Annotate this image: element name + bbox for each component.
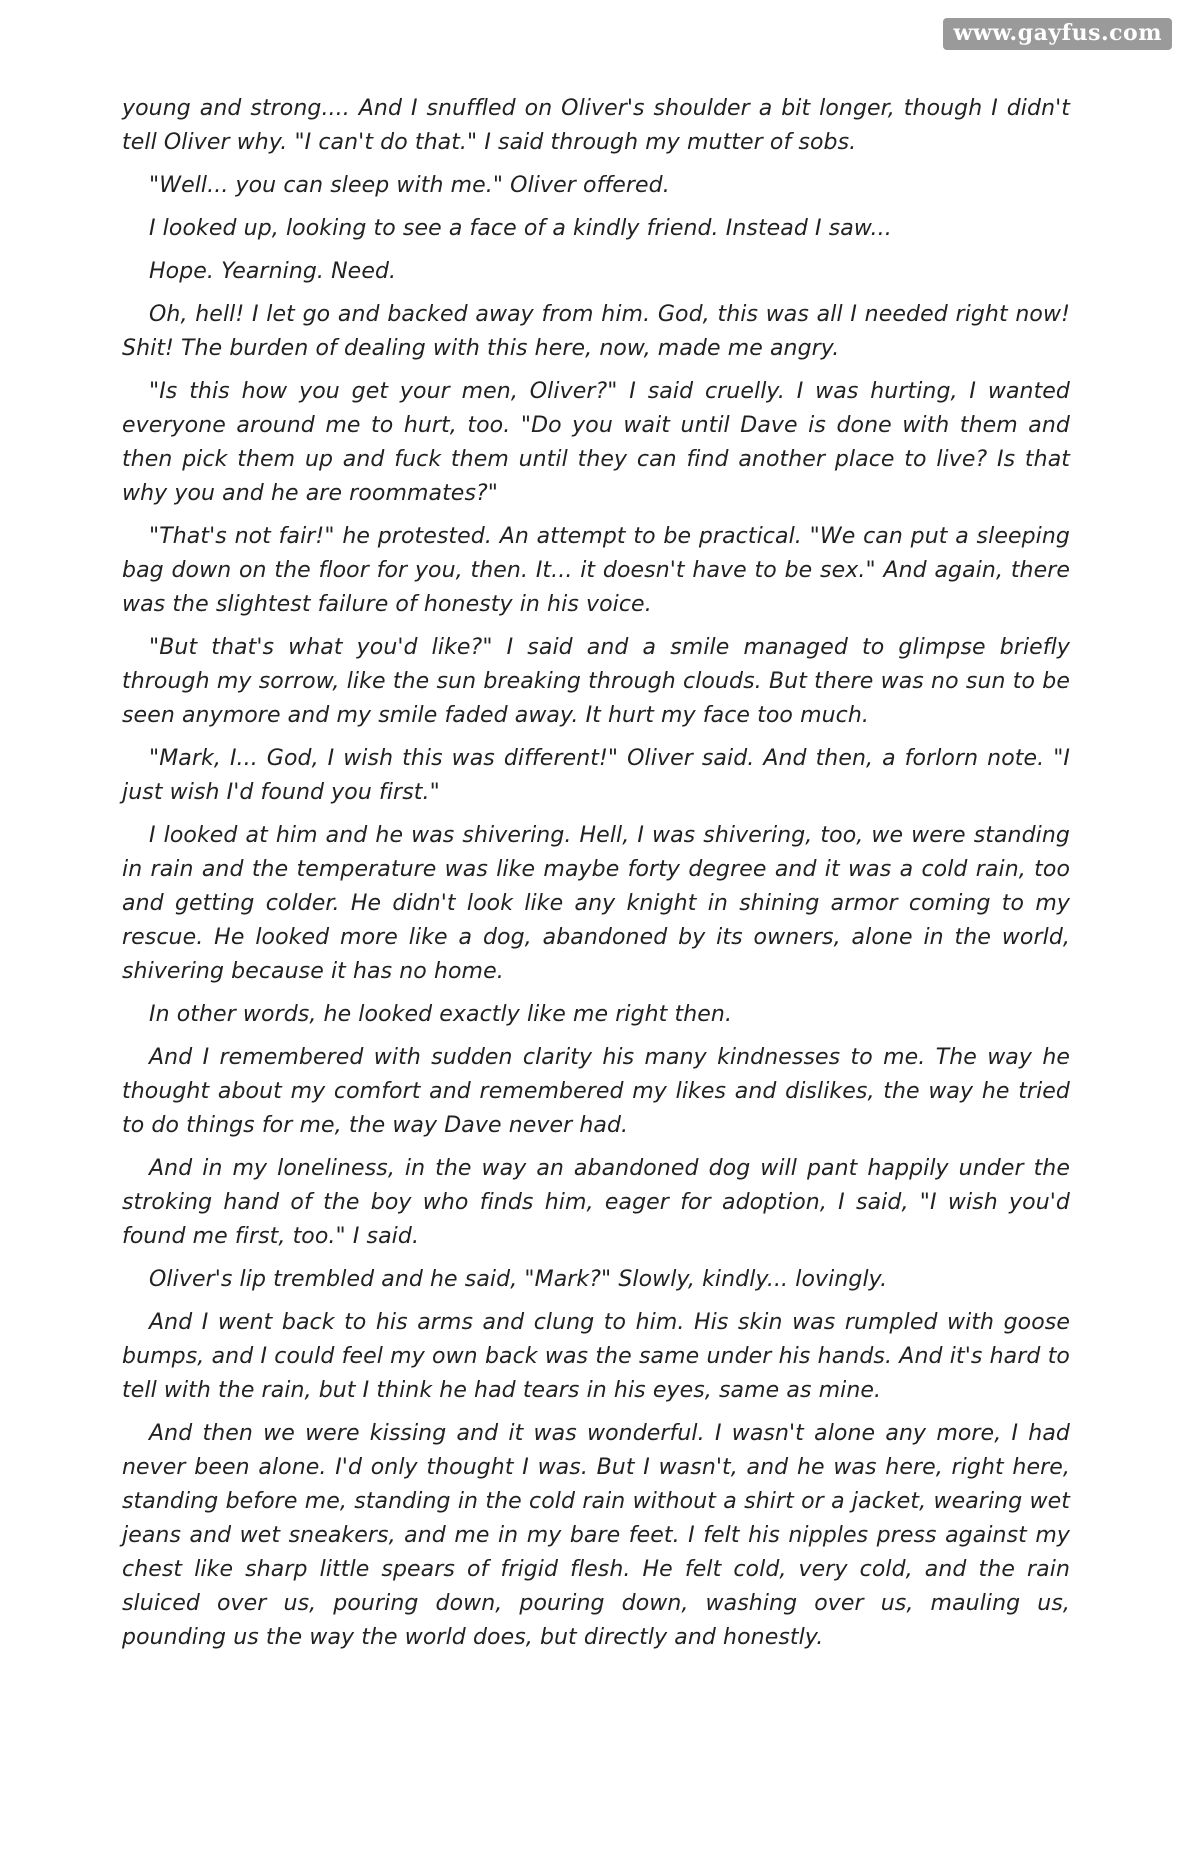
paragraph: In other words, he looked exactly like me right then. <box>149 1002 733 1027</box>
paragraph: "Well... you can sleep with me." Oliver offered. <box>149 173 670 198</box>
paragraph: Oliver's lip trembled and he said, "Mark?" Slowly, kindly... lovingly. <box>149 1267 888 1292</box>
paragraph: Oh, hell! I let go and backed away from him. God, this was all I needed right now! Shit! The burden of dealing with this here, now, made me angry. <box>122 302 1070 361</box>
page-body <box>122 92 1070 1664</box>
paragraph: "Is this how you get your men, Oliver?" I said cruelly. I was hurting, I wanted everyone around me to hurt, too. "Do you wait until Dave is done with them and then pick them up and fuck them until they can find another place to live? Is that why you and he are roommates?" <box>122 379 1070 506</box>
paragraph: And then we were kissing and it was wonderful. I wasn't alone any more, I had never been alone. I'd only thought I was. But I wasn't, and he was here, right here, standing before me, standing in the cold rain without a shirt or a jacket, wearing wet jeans and wet sneakers, and me in my bare feet. I felt his nipples press against my chest like sharp little spears of frigid flesh. He felt cold, very cold, and the rain sluiced over us, pouring down, pouring down, washing over us, mauling us, pounding us the way the world does, but directly and honestly. <box>122 1421 1070 1650</box>
paragraph: Hope. Yearning. Need. <box>149 259 397 284</box>
paragraph: "But that's what you'd like?" I said and a smile managed to glimpse briefly through my sorrow, like the sun breaking through clouds. But there was no sun to be seen anymore and my smile faded away. It hurt my face too much. <box>122 635 1070 728</box>
paragraph: And in my loneliness, in the way an abandoned dog will pant happily under the stroking hand of the boy who finds him, eager for adoption, I said, "I wish you'd found me first, too." I said. <box>122 1156 1070 1249</box>
paragraph: "Mark, I... God, I wish this was different!" Oliver said. And then, a forlorn note. "I just wish I'd found you first." <box>122 746 1070 805</box>
paragraph: "That's not fair!" he protested. An attempt to be practical. "We can put a sleeping bag down on the floor for you, then. It... it doesn't have to be sex." And again, there was the slightest failure of honesty in his voice. <box>122 524 1070 617</box>
site-watermark: www.gayfus.com <box>943 18 1172 50</box>
paragraph: And I went back to his arms and clung to him. His skin was rumpled with goose bumps, and I could feel my own back was the same under his hands. And it's hard to tell with the rain, but I think he had tears in his eyes, same as mine. <box>122 1310 1070 1403</box>
paragraph: I looked up, looking to see a face of a kindly friend. Instead I saw... <box>149 216 892 241</box>
paragraph: And I remembered with sudden clarity his many kindnesses to me. The way he thought about my comfort and remembered my likes and dislikes, the way he tried to do things for me, the way Dave never had. <box>122 1045 1070 1138</box>
paragraph: I looked at him and he was shivering. Hell, I was shivering, too, we were standing in rain and the temperature was like maybe forty degree and it was a cold rain, too and getting colder. He didn't look like any knight in shining armor coming to my rescue. He looked more like a dog, abandoned by its owners, alone in the world, shivering because it has no home. <box>122 823 1070 984</box>
paragraph: young and strong.... And I snuffled on Oliver's shoulder a bit longer, though I didn't tell Oliver why. "I can't do that." I said through my mutter of sobs. <box>122 96 1070 155</box>
